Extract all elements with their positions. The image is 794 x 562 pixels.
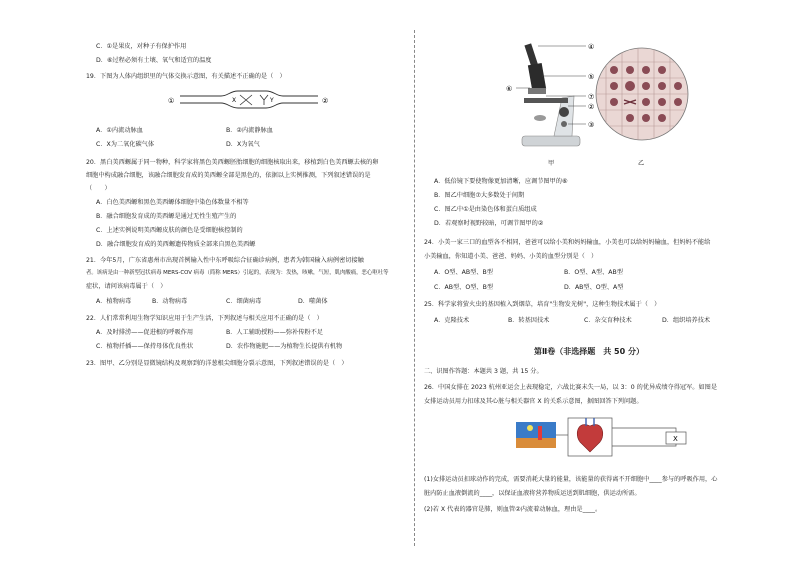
gas-exchange-diagram: [166, 87, 336, 113]
microscope-label-6: ⑥: [506, 85, 513, 93]
heart-organ-diagram: [516, 414, 716, 462]
q21-option-a: A．植物病毒: [96, 298, 132, 305]
fine-focus-knob: [561, 121, 567, 127]
q25-option-a: A．克隆技术: [434, 317, 470, 324]
q23-option-b: B．图乙中细胞⑦大多数处于间期: [434, 192, 525, 199]
q26-sub1-line2: 脏内防止血液倒流的____，以保证血液将营养物质运送到肌细胞，供运动所需。: [424, 490, 641, 497]
gas-x-label: X: [232, 97, 237, 104]
q19-option-c: C．X为二氧化碳气体: [96, 141, 155, 148]
q22-stem: 22．人们常常利用生物学知识应用于生产生活，下列叙述与相关应用不正确的是（ ）: [86, 315, 323, 322]
q24-stem-line1: 24．小美一家三口的血型各不相同，爸爸可以给小美和妈妈输血，小美也可以给妈妈输血，但妈妈不能给: [424, 239, 711, 246]
coarse-focus-knob: [559, 107, 569, 117]
q24-stem-line2: 小美输血，你知道小美、爸爸、妈妈、小美的血型分别是（ ）: [424, 253, 598, 260]
volleyball: [527, 425, 533, 431]
exchange-arrows-x: [240, 95, 252, 105]
q26-sub1-line1: (1)女排运动员扣球动作的完成，需要消耗大量的能量，该能量的获得离不开细胞中____参与的呼吸作用，心: [424, 476, 718, 483]
organ-x-label: X: [673, 435, 678, 443]
q20-stem-line2: 细胞中构成融合细胞，该融合细胞发育成的美西螈全部是黑色的，依据以上实例推测，下列叙述错误的是: [86, 172, 371, 179]
court-floor: [516, 438, 556, 448]
q25-option-c: C．杂交育种技术: [584, 317, 632, 324]
q23-option-d: D．若观察时视野较暗，可调节图甲的②: [434, 220, 544, 227]
q20-option-a: A．白色美西螈和黑色美西螈体细胞中染色体数量不相等: [96, 199, 249, 206]
q18-option-d: D．⑥过程必须有土壤、氧气和适宜的温度: [96, 57, 212, 64]
label-leaders: [516, 46, 586, 124]
q18-option-c: C．①是果皮，对种子有保护作用: [96, 43, 187, 50]
q21-stem-line2: 者。该病是由一种新型冠状病毒 MERS-COV 病毒（简称 MERS）引起的，表现为：发热，咳嗽，气短，肌肉酸痛，恶心呕吐等: [86, 270, 389, 276]
microscope-label-4: ④: [588, 43, 595, 51]
gas-y-label: Y: [270, 97, 274, 104]
column-divider: [414, 30, 415, 546]
q20-option-d: D．融合细胞发育成的美西螈遗传物质全部来自黑色美西螈: [96, 241, 256, 248]
nosepiece: [528, 88, 546, 94]
player-figure: [538, 426, 542, 440]
vessel-lower-wall: [180, 103, 318, 108]
q24-option-c: C．AB型、O型、B型: [434, 284, 494, 291]
root-tip-micrograph: [592, 44, 692, 144]
q21-option-b: B．动物病毒: [152, 298, 188, 305]
q25-stem: 25．科学家将萤火虫的基因植入到烟草，培育"生物发光树"，这种生物技术属于（ ）: [424, 301, 661, 308]
q23-stem: 23．图甲、乙分别是显微镜结构及观察到的洋葱根尖细胞分裂示意图，下列叙述错误的是（ ）: [86, 360, 348, 367]
q25-option-d: D．组织培养技术: [662, 317, 711, 324]
body-tube: [528, 63, 546, 91]
microscope-label-2: ②: [588, 103, 595, 111]
q26-stem-line1: 26．中国女排在 2023 杭州亚运会上表现稳定，六战比赛未失一局，以 3：0 的优异成绩夺得冠军。如图是: [424, 384, 718, 391]
q22-option-d: D．农作物施肥——为植物生长提供有机物: [226, 343, 343, 350]
q19-option-a: A．①内流动脉血: [96, 127, 143, 134]
exchange-arrows-y: [260, 95, 268, 105]
caption-yi: 乙: [638, 160, 645, 167]
q25-option-b: B．转基因技术: [508, 317, 550, 324]
vessel-label-1: ①: [168, 97, 175, 105]
microscope-label-3: ③: [588, 121, 595, 129]
caption-jia: 甲: [548, 160, 555, 167]
q23-option-a: A．低倍镜下要使物像更加清晰，应调节图甲的⑥: [434, 178, 568, 185]
microscope-base: [522, 136, 580, 146]
section-2-title: 第Ⅱ卷（非选择题 共 50 分）: [534, 347, 644, 356]
q20-stem-line3: （ ）: [86, 185, 111, 192]
mirror: [534, 115, 546, 121]
q21-option-d: D．噬菌体: [298, 298, 328, 305]
section-2-instructions: 二、识图作答题：本题共 3 题，共 15 分。: [424, 368, 543, 375]
q20-stem-line1: 20．黑白美西螈属于同一物种，科学家将黑色美西螈胚胎细胞的细胞核取出来，移植到白色美西螈去核的卵: [86, 159, 379, 166]
microscope-stage: [524, 98, 568, 103]
vessel-label-2: ②: [322, 97, 329, 105]
q24-option-a: A．O型、AB型、B型: [434, 269, 493, 276]
q26-stem-line2: 女排运动员用力扣球及其心脏与相关器官 X 的关系示意图，据图回答下列问题。: [424, 398, 643, 405]
q20-option-b: B．融合细胞发育成的美西螈是通过无性生殖产生的: [96, 213, 237, 220]
q21-stem-line3: 症状，请问该病毒属于（ ）: [86, 283, 167, 290]
q21-stem-line1: 21．今年5月，广东省惠州市出现首例输入性中东呼吸综合征确诊病例，患者为韩国输入病例密切接触: [86, 257, 364, 264]
heart-illustration: [577, 425, 603, 452]
q19-option-b: B．②内流静脉血: [226, 127, 273, 134]
q22-option-a: A．及时排涝——促进根的呼吸作用: [96, 329, 194, 336]
q22-option-b: B．人工辅助授粉——弥补传粉不足: [226, 329, 324, 336]
microscope-label-5: ⑤: [588, 73, 595, 81]
q24-option-b: B．O型、A型、AB型: [564, 269, 623, 276]
q19-stem: 19．下图为人体内组织里的气体交换示意图，有关描述不正确的是（ ）: [86, 73, 286, 80]
q24-option-d: D．AB型、O型、A型: [564, 284, 624, 291]
microscope-label-7: ⑦: [588, 93, 595, 101]
q26-sub2: (2)若 X 代表的器官是肺，则血管②内流着动脉血，理由是____。: [424, 506, 602, 513]
vessel-upper-wall: [180, 91, 318, 96]
q19-option-d: D．X为氧气: [226, 141, 260, 148]
q20-option-c: C．上述实例说明美西螈皮肤的颜色是受细胞核控制的: [96, 227, 243, 234]
q22-option-c: C．植物扦插——保持母体优良性状: [96, 343, 194, 350]
q21-option-c: C．细菌病毒: [226, 298, 262, 305]
q23-option-c: C．图乙中①是由染色体和蛋白质组成: [434, 206, 537, 213]
